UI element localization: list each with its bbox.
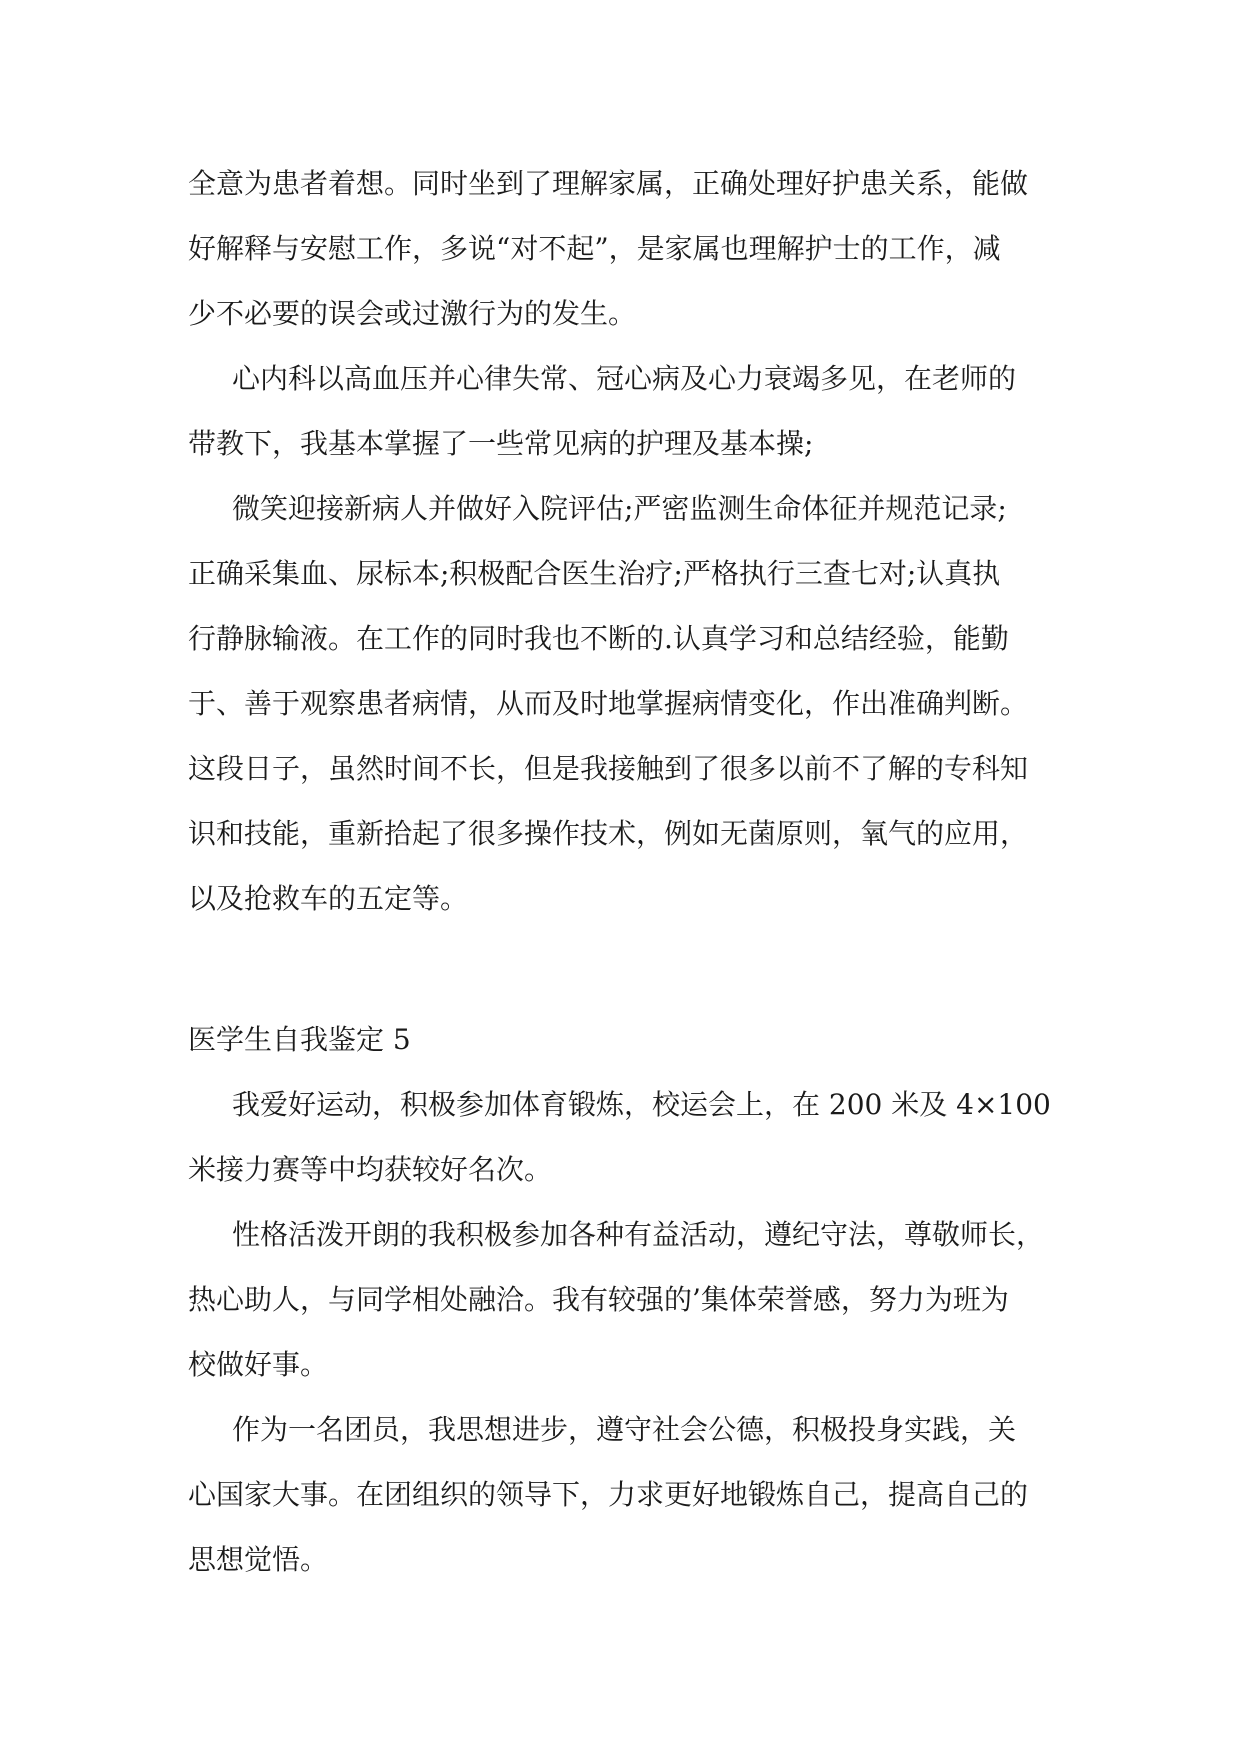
text-line: 于、善于观察患者病情，从而及时地掌握病情变化，作出准确判断。 (188, 687, 1029, 720)
text-line: 行静脉输液。在工作的同时我也不断的.认真学习和总结经验，能勤 (188, 622, 1009, 655)
text-line: 米接力赛等中均获较好名次。 (188, 1153, 553, 1186)
text-line: 这段日子，虽然时间不长，但是我接触到了很多以前不了解的专科知 (188, 752, 1029, 785)
text-line: 心内科以高血压并心律失常、冠心病及心力衰竭多见，在老师的 (232, 362, 1017, 395)
text-line: 好解释与安慰工作，多说“对不起”，是家属也理解护士的工作，减 (188, 232, 1001, 265)
section-title: 医学生自我鉴定 5 (188, 1023, 411, 1056)
text-line: 性格活泼开朗的我积极参加各种有益活动，遵纪守法，尊敬师长， (232, 1218, 1045, 1251)
text-line: 我爱好运动，积极参加体育锻炼，校运会上，在 200 米及 4×100 (232, 1088, 1051, 1121)
paragraph-continuation (188, 158, 1056, 353)
text-line: 少不必要的误会或过激行为的发生。 (188, 297, 637, 330)
text-line: 微笑迎接新病人并做好入院评估;严密监测生命体征并规范记录; (232, 492, 1007, 525)
paragraph-personality (188, 1209, 1056, 1404)
paragraph-league-member (188, 1404, 1056, 1599)
text-line: 热心助人，与同学相处融洽。我有较强的’集体荣誉感，努力为班为 (188, 1283, 1009, 1316)
paragraph-cardiology (188, 353, 1056, 483)
text-line: 以及抢救车的五定等。 (188, 882, 469, 915)
text-line: 心国家大事。在团组织的领导下，力求更好地锻炼自己，提高自己的 (188, 1478, 1029, 1511)
text-line: 思想觉悟。 (188, 1543, 329, 1576)
document-body (188, 158, 1056, 1599)
text-line: 作为一名团员，我思想进步，遵守社会公德，积极投身实践，关 (232, 1413, 1017, 1446)
text-line: 全意为患者着想。同时坐到了理解家属，正确处理好护患关系，能做 (188, 167, 1029, 200)
text-line: 识和技能，重新拾起了很多操作技术，例如无菌原则，氧气的应用， (188, 817, 1029, 850)
paragraph-nursing-duties (188, 483, 1056, 938)
text-line: 校做好事。 (188, 1348, 329, 1381)
text-line: 正确采集血、尿标本;积极配合医生治疗;严格执行三查七对;认真执 (188, 557, 1001, 590)
section-spacer (188, 938, 1056, 1014)
text-line: 带教下，我基本掌握了一些常见病的护理及基本操; (188, 427, 814, 460)
paragraph-sports (188, 1079, 1056, 1209)
